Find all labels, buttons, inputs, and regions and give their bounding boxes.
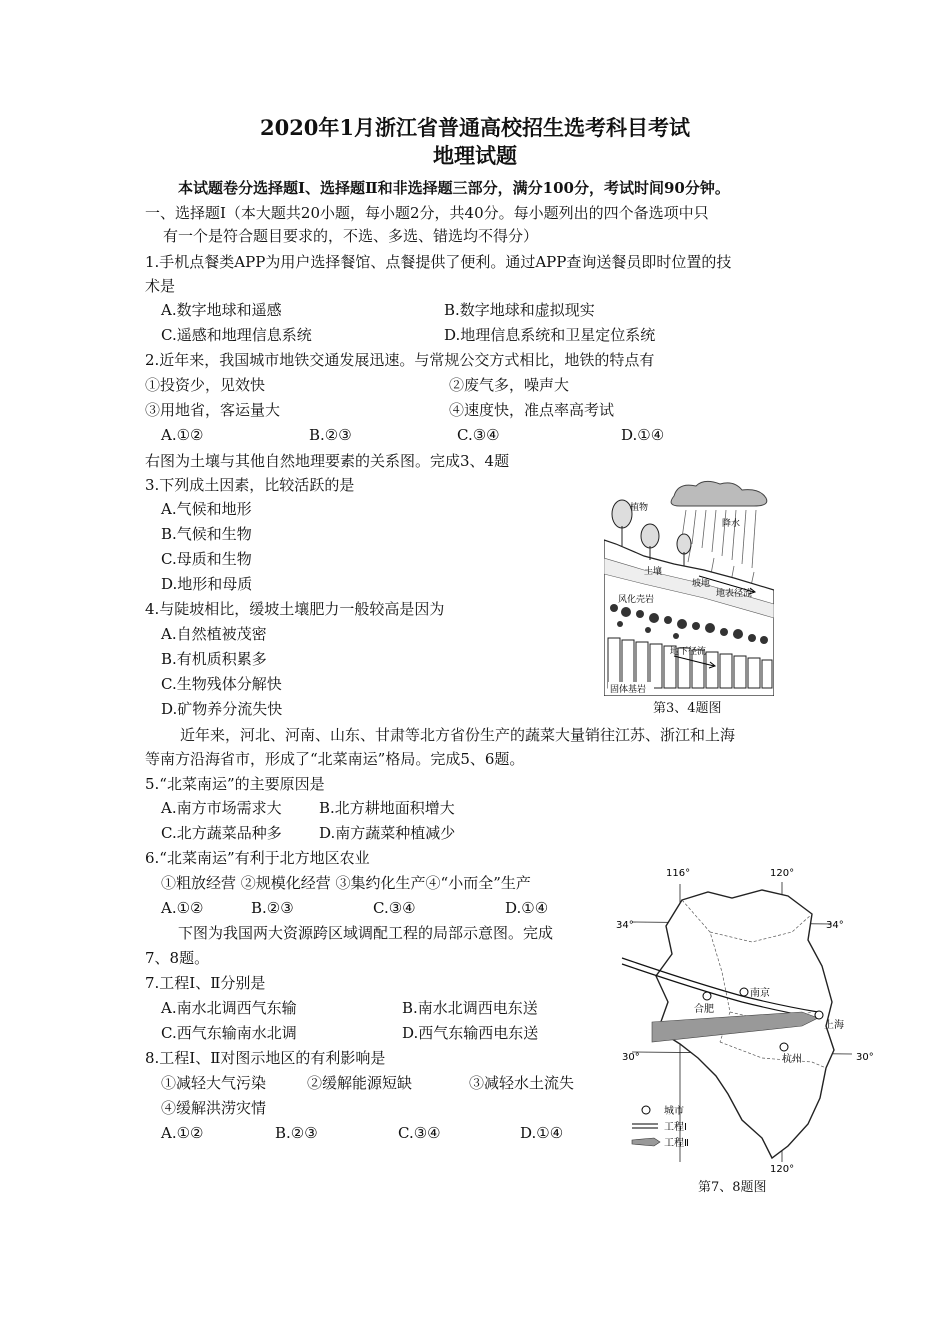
q4-stem: 4.与陡坡相比，缓坡土壤肥力一般较高是因为	[145, 600, 445, 618]
q34-intro: 右图为土壤与其他自然地理要素的关系图。完成3、4题	[145, 452, 510, 470]
label-runoff: 地表径流	[716, 589, 753, 599]
q8-option-a: A.①②	[161, 1124, 204, 1142]
q1-option-b: B.数字地球和虚拟现实	[444, 301, 595, 319]
q3-option-c: C.母质和生物	[161, 550, 252, 568]
label-underground: 地下径流	[670, 647, 707, 657]
q1-option-a: A.数字地球和遥感	[161, 301, 282, 319]
q8-option-c: C.③④	[398, 1124, 441, 1142]
soil-diagram	[604, 478, 774, 696]
q8-statement-2: ②缓解能源短缺	[307, 1074, 413, 1092]
q1-stem-cont: 术是	[145, 277, 176, 295]
q4-option-a: A.自然植被茂密	[161, 625, 267, 643]
q2-statement-2: ②废气多，噪声大	[449, 376, 570, 394]
q5-stem: 5.“北菜南运”的主要原因是	[145, 775, 325, 793]
q7-option-d: D.西气东输西电东送	[402, 1024, 539, 1042]
legend-city-icon	[642, 1106, 650, 1114]
q2-statement-4: ④速度快，准点率高考试	[449, 401, 615, 419]
q6-option-c: C.③④	[373, 899, 416, 917]
lat-30-right-label: 30°	[856, 1052, 874, 1063]
q8-option-b: B.②③	[275, 1124, 318, 1142]
q5-option-a: A.南方市场需求大	[161, 799, 282, 817]
q6-option-a: A.①②	[161, 899, 204, 917]
q2-option-b: B.②③	[309, 426, 352, 444]
exam-subtitle: 地理试题	[433, 143, 517, 168]
q4-option-c: C.生物残体分解快	[161, 675, 282, 693]
q2-option-c: C.③④	[457, 426, 500, 444]
q6-option-d: D.①④	[505, 899, 549, 917]
q5-option-c: C.北方蔬菜品种多	[161, 824, 282, 842]
q56-intro: 近年来，河北、河南、山东、甘肃等北方省份生产的蔬菜大量销往江苏、浙江和上海	[180, 726, 736, 744]
label-bedrock: 固体基岩	[610, 685, 647, 695]
q7-option-c: C.西气东输南水北调	[161, 1024, 297, 1042]
q8-option-d: D.①④	[520, 1124, 564, 1142]
q8-statement-4: ④缓解洪涝灾情	[161, 1099, 267, 1117]
lon-116-label: 116°	[666, 868, 691, 879]
legend-project2: 工程Ⅱ	[664, 1138, 689, 1149]
q5-option-b: B.北方耕地面积增大	[319, 799, 455, 817]
legend-city: 城市	[664, 1106, 684, 1117]
legend-project1-icon	[632, 1124, 658, 1128]
q1-option-d: D.地理信息系统和卫星定位系统	[444, 326, 656, 344]
q56-intro-cont: 等南方沿海省市，形成了“北菜南运”格局。完成5、6题。	[145, 750, 525, 768]
q2-option-d: D.①④	[621, 426, 665, 444]
city-nanjing: 南京	[750, 988, 770, 999]
q3-option-b: B.气候和生物	[161, 525, 252, 543]
label-slope: 坡地	[692, 579, 711, 589]
lat-34-right-label: 34°	[826, 920, 844, 931]
q8-statement-1: ①减轻大气污染	[161, 1074, 267, 1092]
q6-choices: ①粗放经营 ②规模化经营 ③集约化生产④“小而全”生产	[161, 874, 531, 892]
exam-title: 2020年1月浙江省普通高校招生选考科目考试	[259, 115, 691, 140]
exam-intro: 本试题卷分选择题Ⅰ、选择题Ⅱ和非选择题三部分，满分100分，考试时间90分钟。	[178, 179, 730, 197]
q2-option-a: A.①②	[161, 426, 204, 444]
q2-statement-1: ①投资少，见效快	[145, 376, 266, 394]
q78-intro: 下图为我国两大资源跨区域调配工程的局部示意图。完成	[178, 924, 554, 942]
fig78-caption: 第7、8题图	[698, 1180, 767, 1195]
legend-project1: 工程Ⅰ	[664, 1122, 687, 1133]
q8-stem: 8.工程Ⅰ、Ⅱ对图示地区的有利影响是	[145, 1049, 386, 1067]
q6-stem: 6.“北菜南运”有利于北方地区农业	[145, 849, 370, 867]
q4-option-b: B.有机质积累多	[161, 650, 267, 668]
resource-transfer-map	[612, 862, 882, 1180]
label-weathered: 风化壳岩	[618, 595, 655, 605]
city-hangzhou: 杭州	[782, 1054, 802, 1065]
q5-option-d: D.南方蔬菜种植减少	[319, 824, 456, 842]
label-rain: 降水	[722, 519, 741, 529]
lat-34-left-label: 34°	[616, 920, 634, 931]
q1-stem: 1.手机点餐类APP为用户选择餐馆、点餐提供了便利。通过APP查询送餐员即时位置的技	[145, 253, 732, 271]
lat-30-left-label: 30°	[622, 1052, 640, 1063]
q78-intro-cont: 7、8题。	[145, 949, 210, 967]
section-heading-cont: 有一个是符合题目要求的，不选、多选、错选均不得分）	[163, 227, 539, 245]
q3-stem: 3.下列成土因素，比较活跃的是	[145, 476, 355, 494]
q8-statement-3: ③减轻水土流失	[469, 1074, 575, 1092]
q4-option-d: D.矿物养分流失快	[161, 700, 283, 718]
section-heading: 一、选择题Ⅰ（本大题共20小题，每小题2分，共40分。每小题列出的四个备选项中只	[145, 204, 709, 222]
q1-option-c: C.遥感和地理信息系统	[161, 326, 312, 344]
q6-option-b: B.②③	[251, 899, 294, 917]
label-plant: 植物	[630, 503, 649, 513]
q7-stem: 7.工程Ⅰ、Ⅱ分别是	[145, 974, 266, 992]
q2-stem: 2.近年来，我国城市地铁交通发展迅速。与常规公交方式相比，地铁的特点有	[145, 351, 655, 369]
city-hefei: 合肥	[694, 1004, 714, 1015]
q3-option-d: D.地形和母质	[161, 575, 253, 593]
q2-statement-3: ③用地省，客运量大	[145, 401, 281, 419]
label-soil: 土壤	[644, 567, 663, 577]
q3-option-a: A.气候和地形	[161, 500, 252, 518]
lon-120-top-label: 120°	[770, 868, 795, 879]
city-shanghai: 上海	[824, 1020, 844, 1031]
q7-option-b: B.南水北调西电东送	[402, 999, 538, 1017]
legend-project2-icon	[632, 1138, 660, 1146]
lon-120-bottom-label: 120°	[770, 1164, 795, 1175]
q7-option-a: A.南水北调西气东输	[161, 999, 297, 1017]
fig34-caption: 第3、4题图	[653, 701, 722, 716]
